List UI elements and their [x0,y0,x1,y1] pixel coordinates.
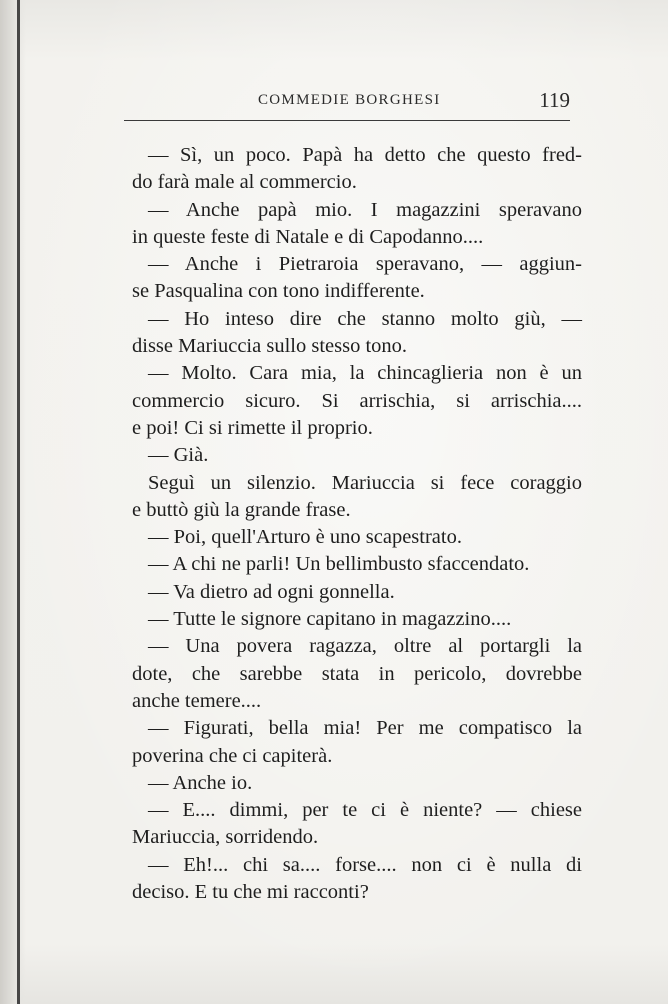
page-number: 119 [539,88,570,112]
text-line: dote, che sarebbe stata in pericolo, dovrebbe [132,662,582,685]
text-line: — Tutte le signore capitano in magazzino.... [148,608,512,631]
text-line: — Ho inteso dire che stanno molto giù, — [148,307,582,330]
text-line: — Figurati, bella mia! Per me compatisco la [148,717,582,740]
text-line: — Va dietro ad ogni gonnella. [148,580,395,603]
text-line: poverina che ci capiterà. [132,744,333,767]
text-line: e buttò giù la grande frase. [132,498,351,521]
text-line: — Una povera ragazza, oltre al portargli la [148,635,582,658]
text-line: — Anche i Pietraroia speravano, — aggiun- [148,253,582,276]
running-header [124,88,570,121]
text-line: — E.... dimmi, per te ci è niente? — chiese [148,799,582,822]
text-line: — Poi, quell'Arturo è uno scapestrato. [148,526,462,549]
text-line: do farà male al commercio. [132,171,357,194]
text-line: anche temere.... [132,689,262,712]
text-line: disse Mariuccia sullo stesso tono. [132,335,408,358]
text-line: — Anche io. [148,771,253,794]
binding-rule [17,0,20,1004]
text-line: — Eh!... chi sa.... forse.... non ci è nulla di [148,853,582,876]
text-line: Seguì un silenzio. Mariuccia si fece coraggio [148,471,582,494]
body-text [132,142,582,906]
page-binding-shadow [0,0,26,1004]
text-line: in queste feste di Natale e di Capodanno.... [132,225,484,248]
text-line: Mariuccia, sorridendo. [132,826,319,849]
text-line: — A chi ne parli! Un bellimbusto sfaccendato. [148,553,530,576]
running-title: COMMEDIE BORGHESI [258,92,441,108]
text-line: — Molto. Cara mia, la chincaglieria non è un [148,362,582,385]
text-line: se Pasqualina con tono indifferente. [132,280,425,303]
text-line: — Già. [148,444,209,467]
text-line: — Anche papà mio. I magazzini speravano [148,198,582,221]
text-line: e poi! Ci si rimette il proprio. [132,416,373,439]
text-line: — Sì, un poco. Papà ha detto che questo fred- [148,144,582,166]
text-line: commercio sicuro. Si arrischia, si arrischia.... [132,389,582,412]
text-line: deciso. E tu che mi racconti? [132,881,369,904]
